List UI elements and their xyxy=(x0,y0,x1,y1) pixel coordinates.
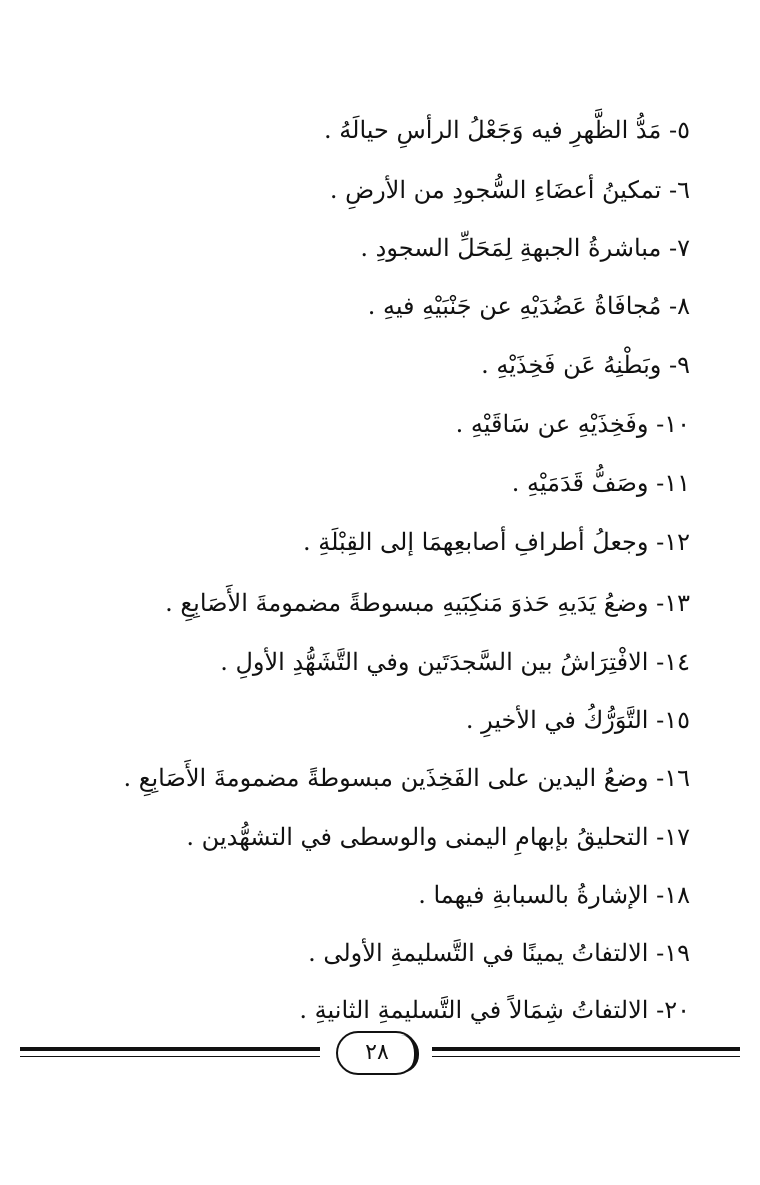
footer-rule-left xyxy=(20,1047,320,1057)
page-number: ٢٨ xyxy=(365,1040,389,1065)
list-item: ١٣- وضعُ يَدَيهِ حَذوَ مَنكِبَيهِ مبسوطةً مضمومةَ الأَصَابِعِ . xyxy=(165,589,690,617)
list-item: ٢٠- الالتفاتُ شِمَالاً في التَّسليمةِ الثانيةِ . xyxy=(299,996,690,1024)
list-item: ٩- وبَطْنِهُ عَن فَخِذَيْهِ . xyxy=(481,351,690,379)
list-item: ١٩- الالتفاتُ يمينًا في التَّسليمةِ الأولى . xyxy=(308,939,690,967)
list-item: ٦- تمكينُ أعضَاءِ السُّجودِ من الأرضِ . xyxy=(329,176,690,204)
list-item: ٧- مباشرةُ الجبهةِ لِمَحَلِّ السجودِ . xyxy=(360,234,690,262)
list-item: ٨- مُجافَاةُ عَضُدَيْهِ عن جَنْبَيْهِ فيهِ . xyxy=(367,292,690,320)
list-item: ١٠- وفَخِذَيْهِ عن سَاقَيْهِ . xyxy=(455,410,690,438)
list-item: ١٧- التحليقُ بإبهامِ اليمنى والوسطى في التشهُّدين . xyxy=(186,823,690,851)
list-item: ٥- مَدُّ الظَّهرِ فيه وَجَعْلُ الرأسِ حيالَهُ . xyxy=(324,116,690,144)
page-number-frame xyxy=(336,1031,418,1075)
page-footer xyxy=(20,1025,740,1085)
list-item: ١٢- وجعلُ أطرافِ أصابعِهمَا إلى القِبْلَةِ . xyxy=(302,528,690,556)
footer-rule-right xyxy=(432,1047,740,1057)
list-item: ١١- وصَفُّ قَدَمَيْهِ . xyxy=(511,469,690,497)
list-item: ١٦- وضعُ اليدين على الفَخِذَين مبسوطةً مضمومةَ الأَصَابِعِ . xyxy=(123,764,690,792)
list-item: ١٨- الإشارةُ بالسبابةِ فيهما . xyxy=(418,881,690,909)
list-item: ١٥- التَّوَرُّكُ في الأخيرِ . xyxy=(465,706,690,734)
list-item: ١٤- الافْتِرَاشُ بين السَّجدَتَين وفي التَّشَهُّدِ الأولِ . xyxy=(220,648,690,676)
